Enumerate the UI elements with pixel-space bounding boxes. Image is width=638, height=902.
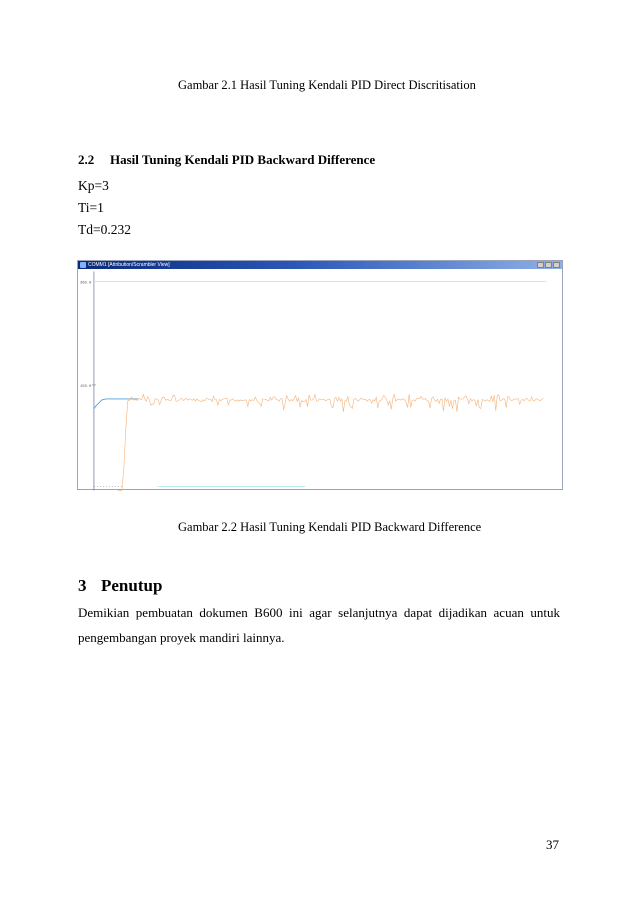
page-number: 37 bbox=[546, 837, 559, 852]
window-title: COMM1 [Attribution/Scrambler View] bbox=[88, 262, 170, 268]
close-icon bbox=[553, 262, 560, 268]
figure-2-1-caption: Gambar 2.1 Hasil Tuning Kendali PID Direct Discritisation bbox=[178, 78, 476, 92]
section-title: Hasil Tuning Kendali PID Backward Difference bbox=[110, 152, 376, 167]
plot-screenshot bbox=[77, 260, 563, 490]
closing-paragraph bbox=[78, 600, 560, 650]
closing-line-2: pengembangan proyek mandiri lainnya. bbox=[78, 630, 285, 645]
maximize-icon bbox=[545, 262, 552, 268]
y-tick-top: 360.0 bbox=[79, 281, 92, 286]
minimize-icon bbox=[537, 262, 544, 268]
param-td: Td=0.232 bbox=[78, 222, 131, 237]
param-ti: Ti=1 bbox=[78, 200, 104, 215]
section-number: 2.2 bbox=[78, 152, 95, 167]
figure-2-2-caption: Gambar 2.2 Hasil Tuning Kendali PID Backward Difference bbox=[178, 520, 482, 534]
controller-output-trace bbox=[118, 394, 544, 490]
window-controls bbox=[537, 262, 560, 268]
y-tick-mid: 150.0 bbox=[79, 384, 92, 389]
chapter-number: 3 bbox=[78, 576, 87, 595]
param-kp: Kp=3 bbox=[78, 178, 109, 193]
response-plot bbox=[78, 269, 562, 491]
pv-trace bbox=[94, 399, 138, 409]
window-titlebar bbox=[78, 261, 562, 269]
closing-line-1: Demikian pembuatan dokumen B600 ini agar selanjutnya dapat dijadikan acuan untuk bbox=[78, 605, 560, 620]
chapter-title: Penutup bbox=[101, 576, 163, 595]
app-icon bbox=[80, 262, 86, 268]
